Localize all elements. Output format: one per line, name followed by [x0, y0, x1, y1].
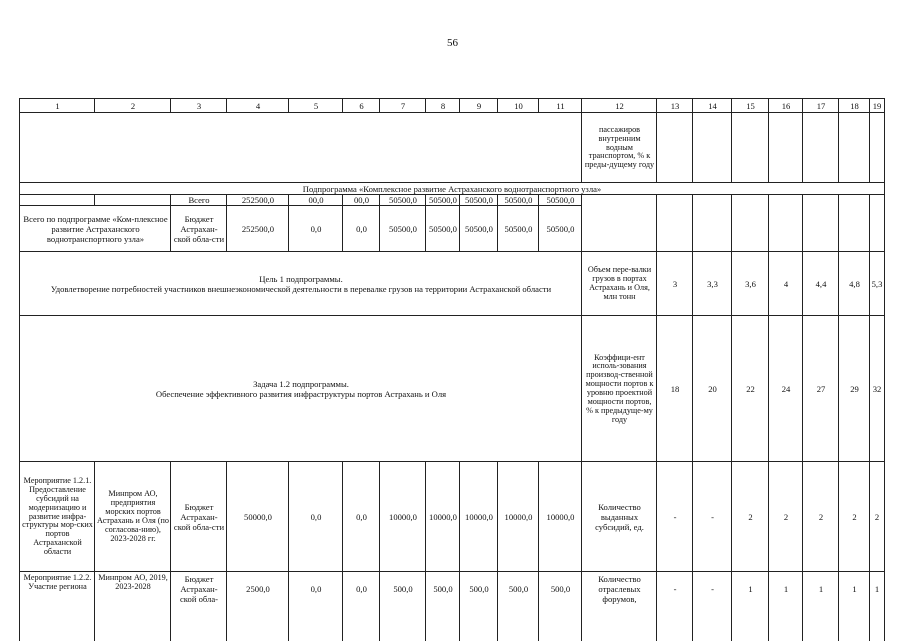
- target-value: 2: [802, 461, 839, 572]
- funding-value: 0,0: [342, 461, 380, 572]
- funding-source: Бюджет Астрахан-ской обла-сти: [170, 461, 227, 572]
- total-value: 00,0: [342, 194, 380, 206]
- target-value: 1: [802, 571, 839, 641]
- header-cell: 4: [226, 98, 289, 113]
- header-cell: 7: [379, 98, 426, 113]
- total-value: 50500,0: [379, 194, 426, 206]
- budget-value: 50500,0: [425, 205, 460, 252]
- total-value: 50500,0: [497, 194, 539, 206]
- budget-value: 50500,0: [459, 205, 498, 252]
- empty-cell: [692, 194, 732, 252]
- budget-value: 0,0: [288, 205, 343, 252]
- header-cell: 2: [94, 98, 171, 113]
- continuation-empty-cell: [19, 112, 582, 183]
- measure-executor: Минпром АО, предприятия морских портов Астрахань и Оля (по согласова-нию), 2023-2028 гг.: [94, 461, 171, 572]
- total-value: 252500,0: [226, 194, 289, 206]
- target-value: 20: [692, 315, 732, 462]
- target-value: -: [692, 461, 732, 572]
- empty-cell: [838, 194, 870, 252]
- target-value: -: [656, 461, 693, 572]
- empty-cell: [838, 112, 870, 183]
- total-value: 00,0: [288, 194, 343, 206]
- header-cell: 18: [838, 98, 870, 113]
- indicator-cell: Объем пере-валки грузов в портах Астрахань и Оля, млн тонн: [581, 251, 657, 316]
- subprogram-total-label: Всего по подпрограмме «Ком-плексное развитие Астраханского воднотранспортного узла»: [19, 205, 171, 252]
- empty-cell: [581, 194, 657, 252]
- empty-cell: [656, 112, 693, 183]
- header-cell: 3: [170, 98, 227, 113]
- header-cell: 11: [538, 98, 582, 113]
- empty-cell: [869, 194, 885, 252]
- target-value: 29: [838, 315, 870, 462]
- header-cell: 1: [19, 98, 95, 113]
- empty-cell: [768, 112, 803, 183]
- indicator-cell: Количество отраслевых форумов,: [581, 571, 657, 641]
- header-cell: 14: [692, 98, 732, 113]
- target-value: 4,8: [838, 251, 870, 316]
- empty-cell: [731, 112, 769, 183]
- target-value: 3: [656, 251, 693, 316]
- budget-value: 50500,0: [538, 205, 582, 252]
- target-value: 2: [768, 461, 803, 572]
- total-value: 50500,0: [459, 194, 498, 206]
- target-value: 5,3: [869, 251, 885, 316]
- target-value: 27: [802, 315, 839, 462]
- header-cell: 9: [459, 98, 498, 113]
- empty-cell: [731, 194, 769, 252]
- target-value: 18: [656, 315, 693, 462]
- target-value: 1: [869, 571, 885, 641]
- funding-value: 10000,0: [379, 461, 426, 572]
- funding-value: 500,0: [425, 571, 460, 641]
- indicator-cell: Количество выданных субсидий, ед.: [581, 461, 657, 572]
- target-value: 1: [768, 571, 803, 641]
- target-value: 24: [768, 315, 803, 462]
- goal-text: Цель 1 подпрограммы. Удовлетворение потребностей участников внешнеэкономической деятельности в перевалке грузов на территории Астраханской области: [19, 251, 582, 316]
- task-text: Задача 1.2 подпрограммы. Обеспечение эффективного развития инфраструктуры портов Астрахань и Оля: [19, 315, 582, 462]
- funding-value: 500,0: [459, 571, 498, 641]
- total-label: Всего: [170, 194, 227, 206]
- funding-value: 10000,0: [425, 461, 460, 572]
- empty-cell: [768, 194, 803, 252]
- total-value: 50500,0: [538, 194, 582, 206]
- budget-value: 50500,0: [497, 205, 539, 252]
- header-cell: 8: [425, 98, 460, 113]
- target-value: 2: [731, 461, 769, 572]
- budget-value: 252500,0: [226, 205, 289, 252]
- empty-cell: [692, 112, 732, 183]
- empty-cell: [869, 112, 885, 183]
- measure-executor: Минпром АО, 2019, 2023-2028: [94, 571, 171, 641]
- funding-value: 500,0: [497, 571, 539, 641]
- target-value: -: [692, 571, 732, 641]
- funding-source: Бюджет Астрахан-ской обла-: [170, 571, 227, 641]
- target-value: 1: [838, 571, 870, 641]
- empty-cell: [802, 112, 839, 183]
- funding-value: 10000,0: [459, 461, 498, 572]
- header-cell: 19: [869, 98, 885, 113]
- funding-value: 500,0: [379, 571, 426, 641]
- funding-value: 0,0: [342, 571, 380, 641]
- header-cell: 15: [731, 98, 769, 113]
- header-cell: 6: [342, 98, 380, 113]
- target-value: 2: [869, 461, 885, 572]
- header-cell: 12: [581, 98, 657, 113]
- budget-value: 50500,0: [379, 205, 426, 252]
- target-value: 3,6: [731, 251, 769, 316]
- total-value: 50500,0: [425, 194, 460, 206]
- funding-source: Бюджет Астрахан-ской обла-сти: [170, 205, 227, 252]
- data-table: [19, 98, 885, 640]
- target-value: 2: [838, 461, 870, 572]
- funding-value: 0,0: [288, 461, 343, 572]
- header-cell: 13: [656, 98, 693, 113]
- measure-name: Мероприятие 1.2.2. Участие региона: [19, 571, 95, 641]
- target-value: -: [656, 571, 693, 641]
- page-number: 56: [447, 37, 458, 49]
- target-value: 22: [731, 315, 769, 462]
- target-value: 4,4: [802, 251, 839, 316]
- target-value: 1: [731, 571, 769, 641]
- header-cell: 5: [288, 98, 343, 113]
- funding-value: 500,0: [538, 571, 582, 641]
- target-value: 32: [869, 315, 885, 462]
- funding-value: 10000,0: [497, 461, 539, 572]
- subprogram-title: Подпрограмма «Комплексное развитие Астраханского воднотранспортного узла»: [19, 182, 885, 195]
- budget-value: 0,0: [342, 205, 380, 252]
- funding-value: 2500,0: [226, 571, 289, 641]
- funding-value: 10000,0: [538, 461, 582, 572]
- target-value: 4: [768, 251, 803, 316]
- measure-name: Мероприятие 1.2.1. Предоставление субсидий на модернизацию и развитие инфра-структуры мор-ских портов Астраханской области: [19, 461, 95, 572]
- indicator-cell: Коэффици-ент исполь-зования производ-ственной мощности портов к уровню проектной мощности портов, % к предыдуще-му году: [581, 315, 657, 462]
- funding-value: 0,0: [288, 571, 343, 641]
- empty-cell: [802, 194, 839, 252]
- header-cell: 10: [497, 98, 539, 113]
- empty-cell: [656, 194, 693, 252]
- target-value: 3,3: [692, 251, 732, 316]
- indicator-cell: пассажиров внутренним водным транспортом, % к преды-дущему году: [581, 112, 657, 183]
- header-cell: 17: [802, 98, 839, 113]
- funding-value: 50000,0: [226, 461, 289, 572]
- header-cell: 16: [768, 98, 803, 113]
